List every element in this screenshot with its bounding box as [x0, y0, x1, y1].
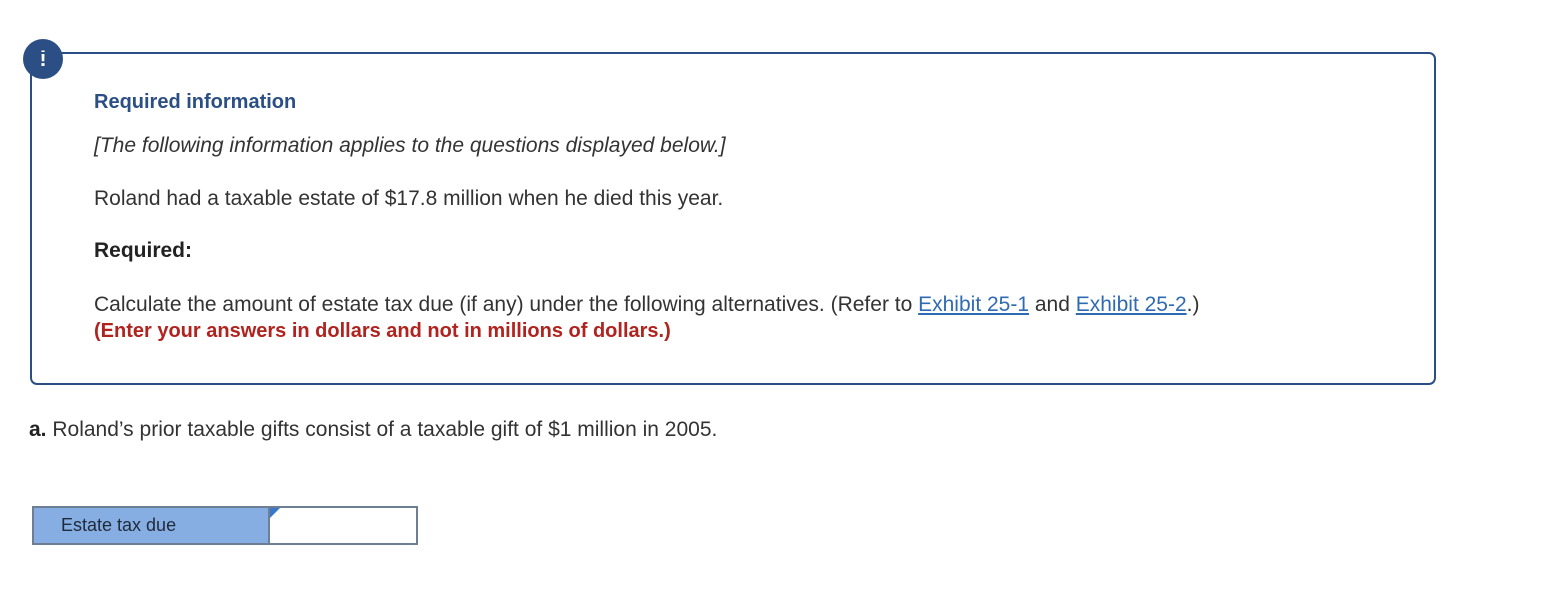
- exhibit-25-2-link[interactable]: Exhibit 25-2: [1075, 293, 1187, 316]
- info-sentence: Roland had a taxable estate of $17.8 million when he died this year.: [94, 187, 724, 210]
- answer-format-note: (Enter your answers in dollars and not in millions of dollars.): [94, 320, 671, 342]
- estate-tax-due-label: Estate tax due: [34, 508, 270, 543]
- instruction-and: and: [1029, 293, 1076, 316]
- info-italic-note: [The following information applies to the questions displayed below.]: [94, 134, 726, 157]
- exhibit-25-1-link[interactable]: Exhibit 25-1: [918, 293, 1030, 316]
- required-label: Required:: [94, 239, 193, 262]
- question-a: [29, 418, 717, 442]
- estate-tax-due-input[interactable]: [270, 508, 416, 543]
- input-corner-flag-icon: [270, 508, 280, 518]
- question-text: Roland’s prior taxable gifts consist of a taxable gift of $1 million in 2005.: [46, 418, 718, 441]
- answer-table: [32, 506, 418, 545]
- info-title: Required information: [94, 91, 297, 113]
- answer-cell: [270, 508, 416, 543]
- instruction-text: [94, 293, 1199, 317]
- question-letter: a.: [29, 418, 47, 441]
- alert-icon: !: [23, 39, 63, 79]
- instruction-suffix: .): [1186, 293, 1200, 316]
- instruction-prefix: Calculate the amount of estate tax due (if any) under the following alternatives. (Refer to: [94, 293, 919, 316]
